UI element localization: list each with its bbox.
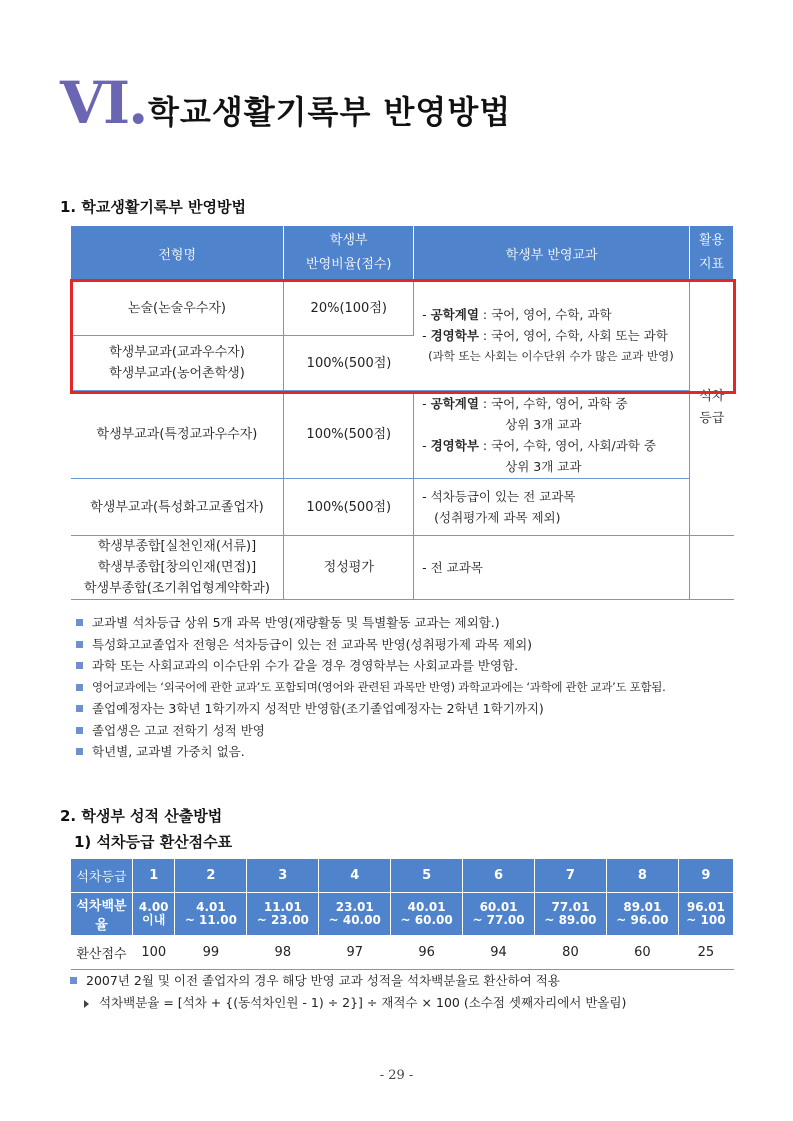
subj2-text1: : 국어, 수학, 영어, 과학 중 (478, 395, 628, 411)
subjects-group1: - 공학계열 : 국어, 영어, 수학, 과학 - 경영학부 : 국어, 영어, 수학, 사회 또는 과학 (과학 또는 사회는 이수단위 수가 많은 교과 반영) (414, 281, 690, 391)
header-subjects: 학생부 반영교과 (414, 226, 690, 281)
pct-cell: 11.01 ~ 23.00 (247, 893, 319, 936)
use-index-line1: 석차 (699, 389, 725, 404)
grade-7: 7 (535, 859, 607, 893)
score-cell: 96 (391, 936, 463, 970)
score-cell: 94 (463, 936, 535, 970)
grade-6: 6 (463, 859, 535, 893)
subj2-text2: 상위 3개 교과 (505, 416, 582, 432)
header-index (690, 226, 734, 281)
row1-ratio: 20%(100점) (284, 281, 414, 336)
score-cell: 100 (133, 936, 175, 970)
row2-ratio: 100%(500점) (284, 336, 414, 391)
row3-ratio: 100%(500점) (284, 391, 414, 479)
section2-subheading: 1) 석차등급 환산점수표 (74, 833, 233, 851)
subj3-text2: (성취평가제 과목 제외) (434, 510, 561, 525)
formula-line (84, 993, 626, 1011)
subjects-group2: - 공학계열 : 국어, 수학, 영어, 과학 중 상위 3개 교과 - 경영학부 : 국어, 수학, 영어, 사회/과학 중 상위 3개 교과 (414, 391, 690, 479)
grade-3: 3 (247, 859, 319, 893)
row2-type-line1: 학생부교과(교과우수자) (109, 345, 245, 360)
row5-type-line1: 학생부종합[실천인재(서류)] (97, 539, 257, 554)
grade-8: 8 (606, 859, 678, 893)
row3-type: 학생부교과(특정교과우수자) (71, 391, 284, 479)
section2-note-list (70, 970, 560, 992)
header-index-line2: 지표 (698, 257, 725, 272)
row5-type-line3: 학생부종합(조기취업형계약학과) (83, 581, 270, 596)
use-index-empty (690, 536, 734, 600)
list-item: 영어교과에는 ‘외국어에 관한 교과’도 포함되며(영어와 관련된 과목만 반영) 과학교과에는 ‘과학에 관한 교과’도 포함됨. (76, 677, 665, 699)
chapter-number: VI. (60, 69, 147, 137)
subjects-group4: - 전 교과목 (414, 536, 690, 600)
grade-4: 4 (319, 859, 391, 893)
subj1-text1: : 국어, 영어, 수학, 과학 (478, 307, 612, 322)
grade-conversion-table (70, 858, 734, 970)
table-row (71, 479, 734, 536)
score-cell: 80 (535, 936, 607, 970)
table-row (71, 893, 734, 936)
square-bullet-icon (76, 684, 83, 691)
subj1-label1: 공학계열 (430, 307, 479, 322)
square-bullet-icon (76, 705, 83, 712)
score-cell: 99 (175, 936, 247, 970)
score-cell: 97 (319, 936, 391, 970)
list-item: 특성화고교졸업자 전형은 석차등급이 있는 전 교과목 반영(성취평가제 과목 제외) (76, 634, 665, 656)
formula-text: 석차백분율 = [석차 + {(동석차인원 - 1) ÷ 2}] ÷ 재적수 × 100 (소수점 셋째자리에서 반올림) (99, 995, 627, 1010)
header-ratio-line1: 학생부 (329, 233, 368, 248)
pct-cell: 60.01 ~ 77.00 (463, 893, 535, 936)
subj2-text3: : 국어, 수학, 영어, 사회/과학 중 (478, 437, 656, 453)
row4-type: 학생부교과(특성화고교졸업자) (71, 479, 284, 536)
subjects-group3 (414, 479, 690, 536)
list-item: 학년별, 교과별 가중치 없음. (76, 741, 665, 763)
row2-type-line2: 학생부교과(농어촌학생) (109, 366, 245, 381)
list-item: 교과별 석차등급 상위 5개 과목 반영(재량활동 및 특별활동 교과는 제외함.) (76, 612, 665, 634)
header-type: 전형명 (71, 226, 284, 281)
pct-cell: 77.01 ~ 89.00 (535, 893, 607, 936)
section2-heading: 2. 학생부 성적 산출방법 (60, 807, 223, 825)
header-index-line1: 활용 (698, 233, 725, 248)
label-pct: 석차백분율 (71, 893, 133, 936)
square-bullet-icon (76, 748, 83, 755)
use-index-line2: 등급 (699, 411, 725, 426)
pct-cell: 40.01 ~ 60.00 (391, 893, 463, 936)
table-row (71, 391, 734, 479)
row5-type (71, 536, 284, 600)
chapter-title: 학교생활기록부 반영방법 (148, 93, 512, 131)
table-row (71, 536, 734, 600)
grade-1: 1 (133, 859, 175, 893)
square-bullet-icon (76, 727, 83, 734)
pct-cell: 89.01 ~ 96.00 (606, 893, 678, 936)
subj1-label2: 경영학부 (430, 328, 479, 343)
pct-cell: 23.01 ~ 40.00 (319, 893, 391, 936)
list-item: 졸업생은 고교 전학기 성적 반영 (76, 720, 665, 742)
table-row (71, 936, 734, 970)
subj2-label1: 공학계열 (430, 395, 479, 411)
row5-type-line2: 학생부종합[창의인재(면접)] (97, 560, 257, 575)
triangle-bullet-icon (84, 1000, 89, 1008)
score-cell: 60 (606, 936, 678, 970)
notes-list (76, 612, 665, 763)
square-bullet-icon (76, 662, 83, 669)
row1-type: 논술(논술우수자) (71, 281, 284, 336)
label-score: 환산점수 (71, 936, 133, 970)
grade-2: 2 (175, 859, 247, 893)
label-grade: 석차등급 (71, 859, 133, 893)
highlight-box (70, 279, 736, 394)
row5-ratio: 정성평가 (284, 536, 414, 600)
list-item: 졸업예정자는 3학년 1학기까지 성적만 반영함(조기졸업예정자는 2학년 1학기까지) (76, 698, 665, 720)
subj2-text4: 상위 3개 교과 (505, 458, 582, 474)
list-item: 과학 또는 사회교과의 이수단위 수가 같을 경우 경영학부는 사회교과를 반영함. (76, 655, 665, 677)
row4-ratio: 100%(500점) (284, 479, 414, 536)
square-bullet-icon (76, 619, 83, 626)
subj1-text2: : 국어, 영어, 수학, 사회 또는 과학 (478, 328, 668, 343)
subj1-text3: (과학 또는 사회는 이수단위 수가 많은 교과 반영) (428, 349, 674, 363)
score-cell: 25 (678, 936, 733, 970)
list-item: 2007년 2월 및 이전 졸업자의 경우 해당 반영 교과 성적을 석차백분율로 환산하여 적용 (70, 970, 560, 992)
pct-cell: 96.01 ~ 100 (678, 893, 733, 936)
grade-5: 5 (391, 859, 463, 893)
page-number: - 29 - (379, 1068, 414, 1083)
header-ratio (284, 226, 414, 281)
square-bullet-icon (70, 977, 77, 984)
pct-cell: 4.00 이내 (133, 893, 175, 936)
score-cell: 98 (247, 936, 319, 970)
section1-heading: 1. 학교생활기록부 반영방법 (60, 198, 246, 216)
subj2-label3: 경영학부 (430, 437, 479, 453)
subj3-text1: - 석차등급이 있는 전 교과목 (422, 489, 576, 504)
table-row (71, 859, 734, 893)
pct-cell: 4.01 ~ 11.00 (175, 893, 247, 936)
grade-9: 9 (678, 859, 733, 893)
header-ratio-line2: 반영비율(점수) (306, 257, 392, 272)
square-bullet-icon (76, 641, 83, 648)
